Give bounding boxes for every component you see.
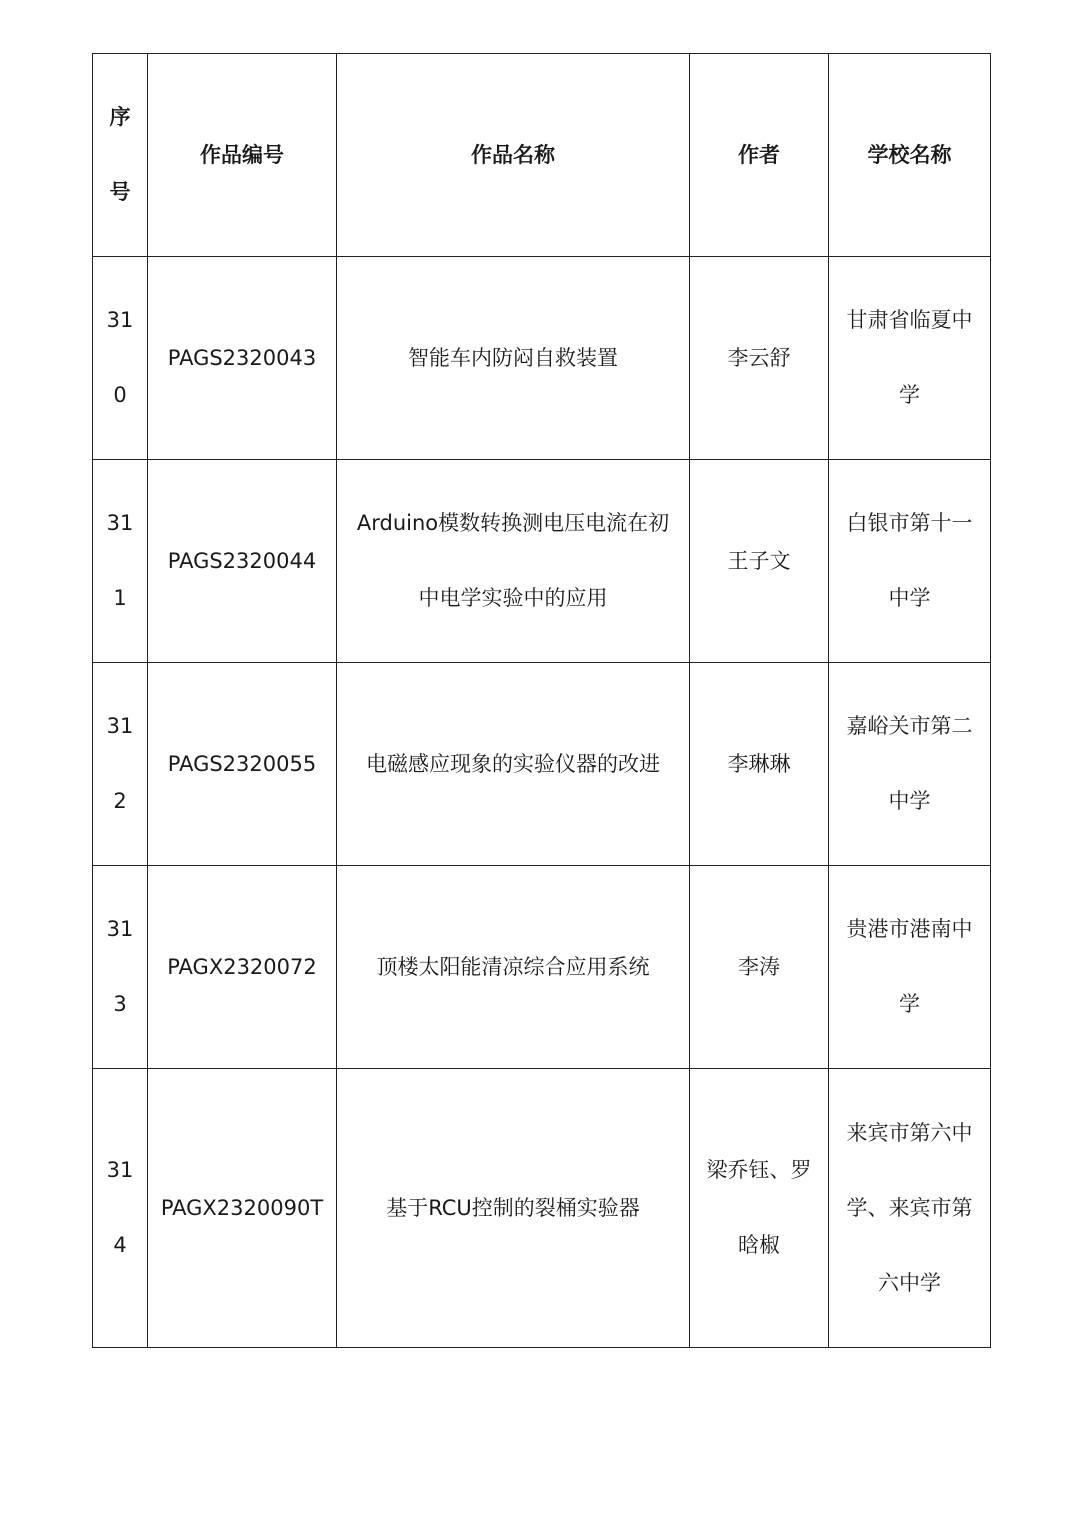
cell-code: PAGX2320072 xyxy=(148,866,337,1069)
cell-title: 智能车内防闷自救装置 xyxy=(337,257,690,460)
cell-author: 梁乔钰、罗晗椒 xyxy=(690,1069,829,1348)
cell-seq: 314 xyxy=(93,1069,148,1348)
cell-author: 李云舒 xyxy=(690,257,829,460)
table-row xyxy=(93,460,991,663)
cell-school: 白银市第十一中学 xyxy=(829,460,991,663)
cell-title: 顶楼太阳能清凉综合应用系统 xyxy=(337,866,690,1069)
award-table xyxy=(92,53,991,1348)
cell-title: 电磁感应现象的实验仪器的改进 xyxy=(337,663,690,866)
cell-seq: 312 xyxy=(93,663,148,866)
cell-code: PAGS2320044 xyxy=(148,460,337,663)
cell-title: 基于RCU控制的裂桶实验器 xyxy=(337,1069,690,1348)
table-row xyxy=(93,866,991,1069)
cell-seq: 311 xyxy=(93,460,148,663)
cell-author: 王子文 xyxy=(690,460,829,663)
header-seq xyxy=(93,54,148,257)
header-seq-line1: 序 xyxy=(109,105,131,129)
cell-code: PAGS2320055 xyxy=(148,663,337,866)
cell-school: 甘肃省临夏中学 xyxy=(829,257,991,460)
header-row xyxy=(93,54,991,257)
cell-seq: 310 xyxy=(93,257,148,460)
cell-seq: 313 xyxy=(93,866,148,1069)
table-row xyxy=(93,663,991,866)
cell-school: 嘉峪关市第二中学 xyxy=(829,663,991,866)
header-author: 作者 xyxy=(690,54,829,257)
cell-code: PAGX2320090T xyxy=(148,1069,337,1348)
header-title: 作品名称 xyxy=(337,54,690,257)
header-school: 学校名称 xyxy=(829,54,991,257)
cell-code: PAGS2320043 xyxy=(148,257,337,460)
table-row xyxy=(93,257,991,460)
cell-school: 来宾市第六中学、来宾市第六中学 xyxy=(829,1069,991,1348)
cell-author: 李涛 xyxy=(690,866,829,1069)
table-row xyxy=(93,1069,991,1348)
cell-author: 李琳琳 xyxy=(690,663,829,866)
header-seq-line2: 号 xyxy=(109,180,131,204)
header-code: 作品编号 xyxy=(148,54,337,257)
cell-school: 贵港市港南中学 xyxy=(829,866,991,1069)
cell-title: Arduino模数转换测电压电流在初中电学实验中的应用 xyxy=(337,460,690,663)
